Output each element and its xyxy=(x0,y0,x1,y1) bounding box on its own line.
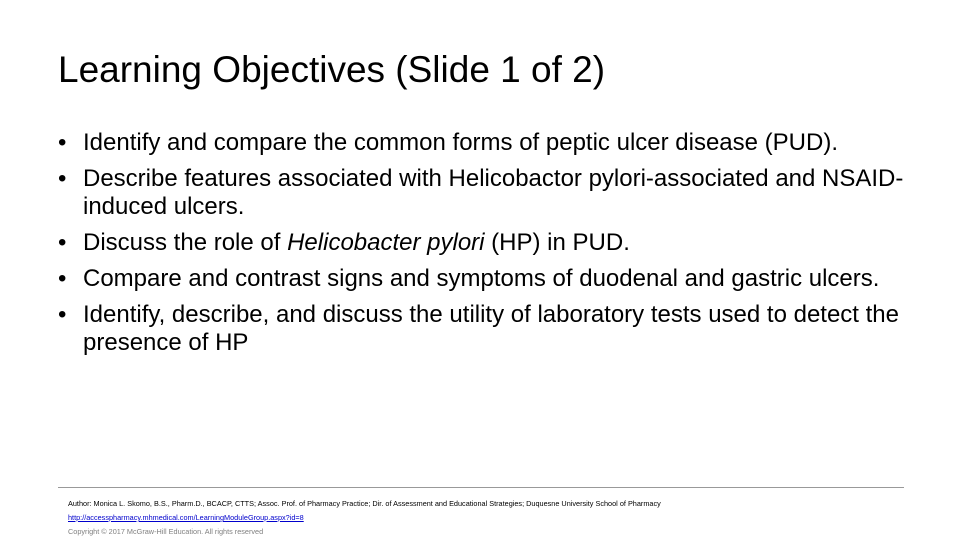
bullet-dot: • xyxy=(58,165,67,192)
objective-item xyxy=(58,265,918,293)
objectives-list xyxy=(58,129,918,365)
footer xyxy=(68,497,928,539)
footer-divider xyxy=(58,487,904,488)
objective-item xyxy=(58,165,918,221)
objective-item xyxy=(58,301,918,357)
footer-author: Author: Monica L. Skomo, B.S., Pharm.D., BCACP, CTTS; Assoc. Prof. of Pharmacy Practice; Dir. of Assessment and Educational Strategies; Duquesne University School of Pharmacy xyxy=(68,499,661,508)
objective-item xyxy=(58,129,918,157)
objective-text-italic: Helicobacter pylori xyxy=(287,229,485,256)
bullet-dot: • xyxy=(58,265,67,292)
bullet-dot: • xyxy=(58,301,67,328)
objective-text: Compare and contrast signs and symptoms of duodenal and gastric ulcers. xyxy=(83,265,880,292)
objective-text: Identify and compare the common forms of peptic ulcer disease (PUD). xyxy=(83,129,838,156)
objective-text-pre: Discuss the role of xyxy=(83,229,288,256)
slide-title: Learning Objectives (Slide 1 of 2) xyxy=(58,49,606,90)
objective-text: Describe features associated with Helicobactor pylori-associated and NSAID-induced ulcers. xyxy=(83,165,904,220)
footer-copyright: Copyright © 2017 McGraw-Hill Education. All rights reserved xyxy=(68,527,264,536)
bullet-dot: • xyxy=(58,129,67,156)
objective-item xyxy=(58,229,918,257)
footer-link[interactable]: http://accesspharmacy.mhmedical.com/LearningModuleGroup.aspx?id=8 xyxy=(68,513,304,522)
bullet-dot: • xyxy=(58,229,67,256)
objective-text: Identify, describe, and discuss the utility of laboratory tests used to detect the presence of HP xyxy=(83,301,899,356)
objective-text-post: (HP) in PUD. xyxy=(484,229,630,256)
